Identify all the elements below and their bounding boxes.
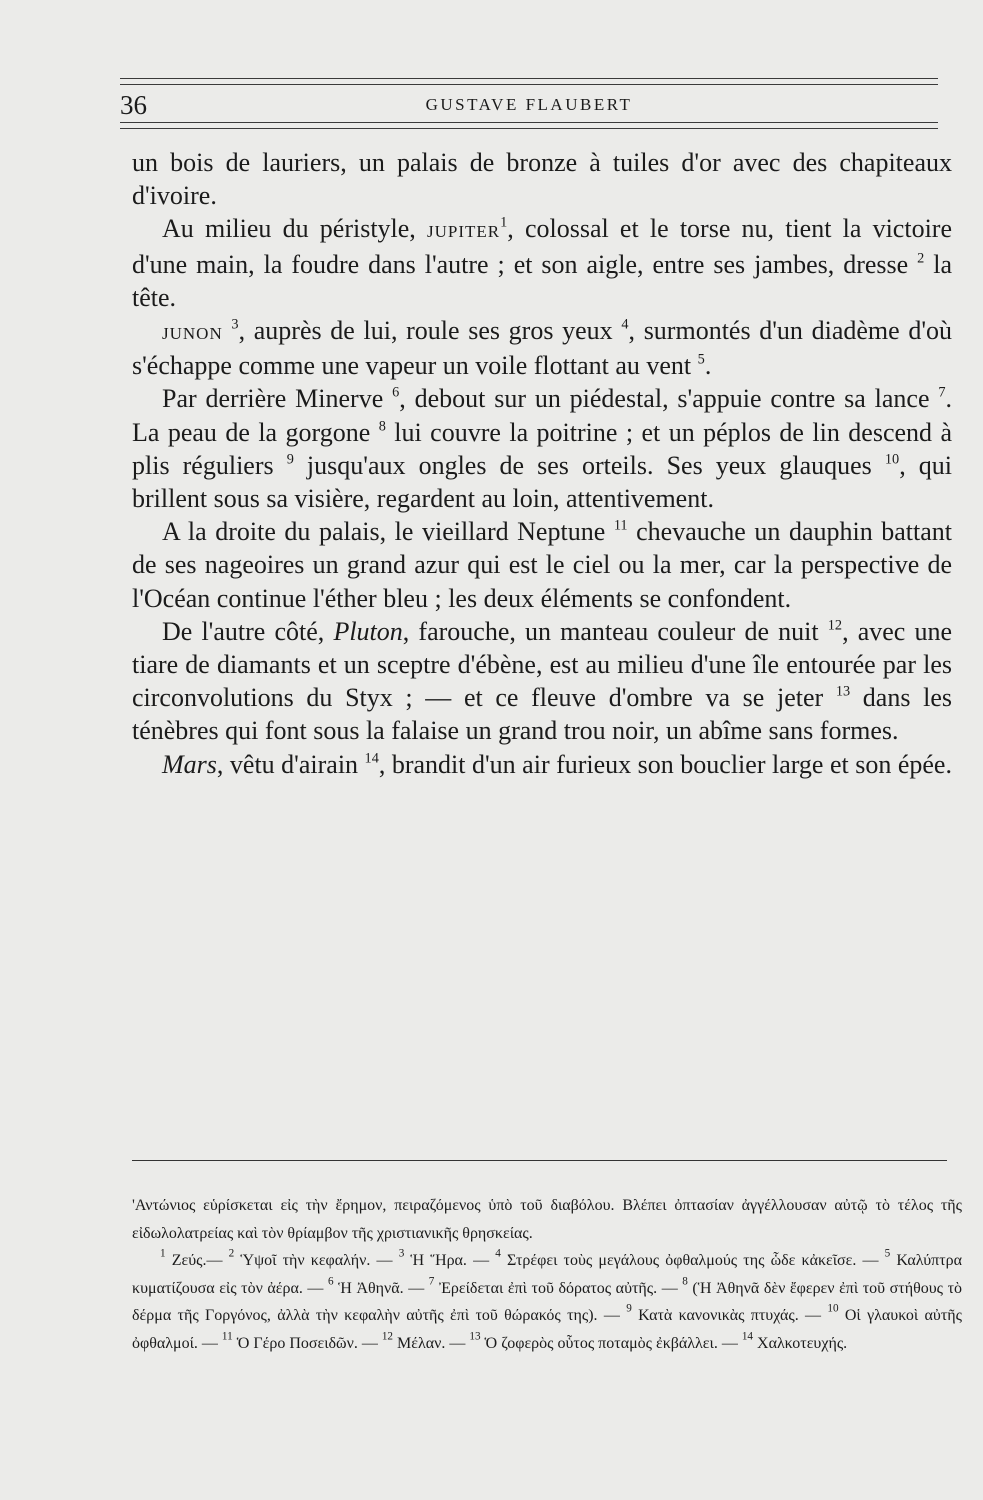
- paragraph-6: De l'autre côté, Pluton, farouche, un manteau couleur de nuit $^{12}$, avec une tiare de diamants et un sceptre d'ébène, est au milieu d'une île entourée par les circonvolutions du Styx ; — et ce fleuve d'ombre va se jeter $^{13}$ dans les ténèbres qui font sous la falaise un grand trou noir, un abîme sans formes.: [132, 616, 953, 746]
- note-ref: 11: [613, 517, 628, 534]
- page-header: [120, 86, 938, 126]
- note-ref: 12: [827, 617, 843, 634]
- paragraph-1: un bois de lauriers, un palais de bronze à tuiles d'or avec des chapiteaux d'ivoire.: [132, 148, 952, 211]
- note-ref: 3: [231, 316, 239, 333]
- name-jupiter: jupiter: [427, 217, 501, 244]
- note-ref: 2: [917, 249, 925, 266]
- note-ref: 7: [938, 384, 946, 401]
- footnote-intro: 'Αντώνιος εὑρίσκεται εἰς τὴν ἔρημον, πειραζόμενος ὑπὸ τοῦ διαβόλου. Βλέπει ὀπτασίαν ἀγγέλλουσαν αὐτῷ τὸ τέλος τῆς εἰδωλολατρείας καὶ τὸν θρίαμβον τῆς χριστιανικῆς θρησκείας.: [132, 1197, 962, 1242]
- footnote-list: $^1$ Ζεύς.— $^2$ Ὑψοῖ τὴν κεφαλήν. — $^3$ Ἡ Ἥρα. — $^4$ Στρέφει τοὺς μεγάλους ὀφθαλμούς της ὧδε κἀκεῖσε. — $^5$ Καλύπτρα κυματίζουσα εἰς τὸν ἀέρα. — $^6$ Ἡ Ἀθηνᾶ. — $^7$ Ἐρείδεται ἐπὶ τοῦ δόρατος αὐτῆς. — $^8$ (Ἡ Ἀθηνᾶ δὲν ἔφερεν ἐπὶ τοῦ στήθους τὸ δέρμα τῆς Γοργόνος, ἀλλὰ τὴν κεφαλὴν αὐτῆς ἐπὶ τοῦ θώρακός της). — $^9$ Κατὰ κανονικὰς πτυχάς. — $^{10}$ Οἱ γλαυκοὶ αὐτῆς ὀφθαλμοί. — $^{11}$ Ὁ Γέρο Ποσειδῶν. — $^{12}$ Μέλαν. — $^{13}$ Ὁ ζοφερὸς οὗτος ποταμὸς ἐκβάλλει. — $^{14}$ Χαλκοτευχής.: [132, 1247, 963, 1352]
- page-number: 36: [120, 90, 147, 120]
- header-rule-top: [120, 78, 938, 79]
- note-ref: 8: [378, 417, 386, 434]
- paragraph-2: Au milieu du péristyle, jupiter$^1$, colossal et le torse nu, tient la victoire d'une main, la foudre dans l'autre ; et son aigle, entre ses jambes, dresse $^2$ la tête.: [132, 214, 953, 312]
- name-mars: Mars: [162, 749, 217, 779]
- header-rule-bottom-thin: [120, 122, 938, 123]
- note-ref: 10: [884, 451, 900, 468]
- footnote-divider: [132, 1160, 947, 1161]
- main-text: [132, 146, 952, 781]
- paragraph-5: A la droite du palais, le vieillard Neptune $^{11}$ chevauche un dauphin battant de ses nageoires un grand azur qui est le ciel ou la mer, car la perspective de l'Océan continue l'éther bleu ; les deux éléments se confondent.: [132, 517, 953, 613]
- name-junon: junon: [162, 319, 223, 346]
- footnotes: [132, 1192, 962, 1357]
- running-head: GUSTAVE FLAUBERT: [425, 95, 633, 114]
- paragraph-3: junon $^3$, auprès de lui, roule ses gros yeux $^4$, surmontés d'un diadème d'où s'échappe comme une vapeur un voile flottant au vent $^5$.: [132, 316, 953, 381]
- note-ref: 1: [500, 214, 508, 231]
- header-rule-bottom: [120, 128, 938, 129]
- name-pluton: Pluton: [333, 616, 403, 646]
- note-ref: 6: [392, 384, 400, 401]
- note-ref: 14: [364, 749, 379, 766]
- note-ref: 5: [697, 351, 705, 368]
- note-ref: 13: [835, 683, 851, 700]
- note-ref: 9: [286, 451, 294, 468]
- header-rule-top-thin: [120, 84, 938, 85]
- paragraph-4: Par derrière Minerve $^6$, debout sur un piédestal, s'appuie contre sa lance $^7$. La peau de la gorgone $^8$ lui couvre la poitrine ; et un péplos de lin descend à plis réguliers $^9$ jusqu'aux ongles de ses orteils. Ses yeux glauques $^{10}$, qui brillent sous sa visière, regardent au loin, attentivement.: [132, 384, 952, 514]
- paragraph-7: Mars, vêtu d'airain $^{14}$, brandit d'un air furieux son bouclier large et son épée.: [162, 749, 952, 779]
- note-ref: 4: [621, 316, 629, 333]
